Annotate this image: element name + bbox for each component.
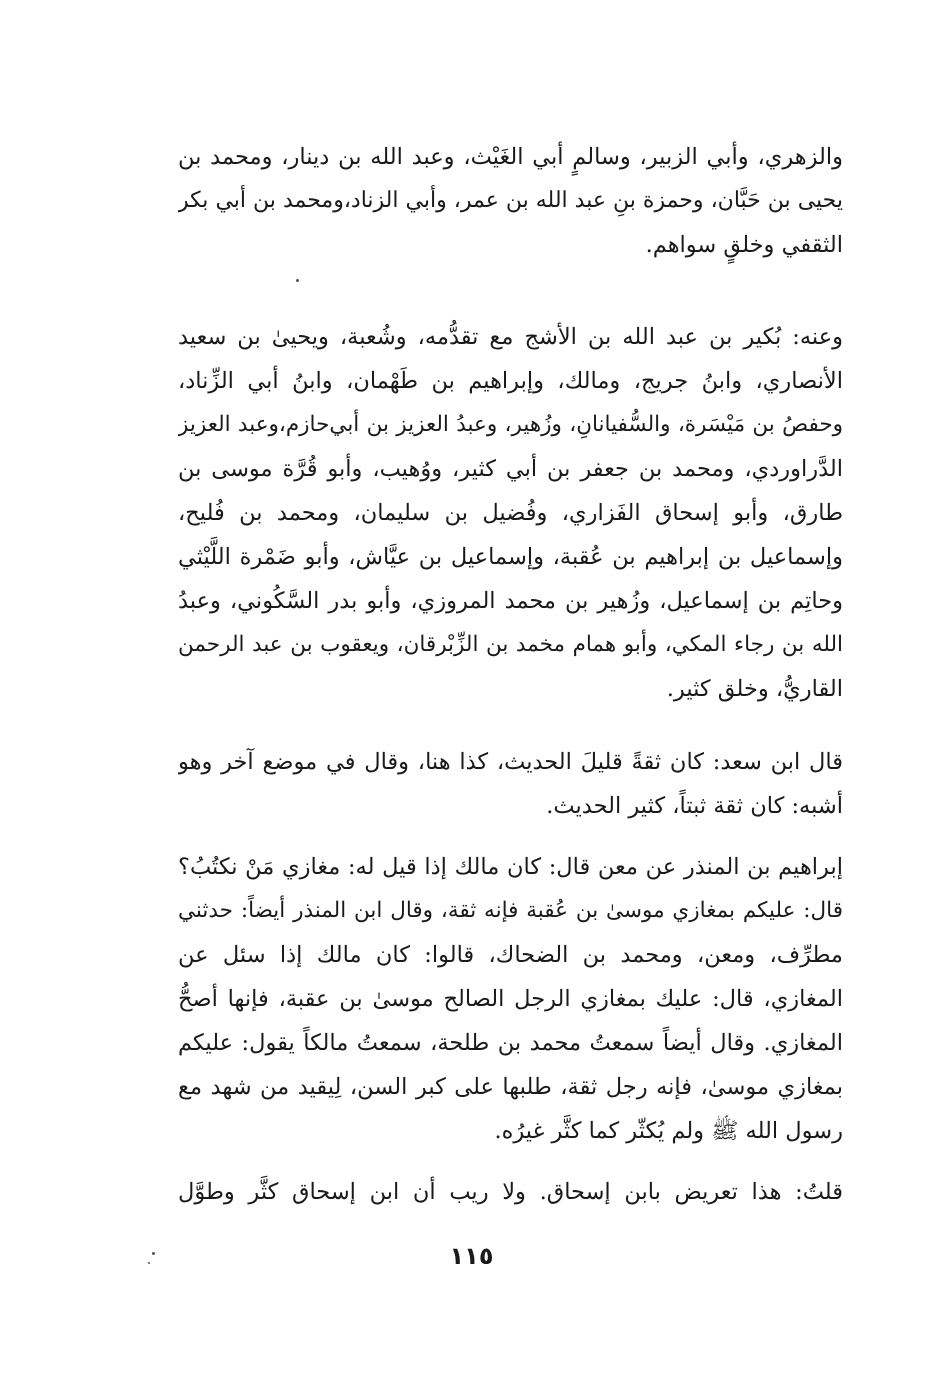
text-line: المغازي، قال: عليك بمغازي الرجل الصالح موسىٰ بن عقبة، فإنها أصحُّ	[178, 986, 843, 1012]
text-line: الثقفي وخلقٍ سواهم.	[645, 232, 843, 258]
text-line: بمغازي موسىٰ، فإنه رجل ثقة، طلبها على كبر السن، لِيقيد من شهد مع	[178, 1074, 843, 1100]
text-line: قلتُ: هذا تعريض بابن إسحاق. ولا ريب أن ابن إسحاق كثَّر وطوَّل	[178, 1179, 843, 1205]
paragraph-maghazi	[178, 845, 843, 1153]
text-line: رسول الله ﷺ ولم يُكثّر كما كثَّر غيرُه.	[494, 1118, 843, 1144]
paragraph-narrators-from	[178, 135, 843, 267]
paragraph-ibn-saad	[178, 740, 843, 828]
text-line: وحفصُ بن مَيْسَرة، والسُّفيانانِ، وزُهير، وعبدُ العزيز بن أبي‌حازم،وعبد العزيز	[178, 412, 843, 437]
scan-speck	[148, 1262, 150, 1264]
text-line: والزهري، وأبي الزبير، وسالمٍ أبي الغَيْث، وعبد الله بن دينار، ومحمد بن	[178, 144, 843, 170]
paragraph-comment	[178, 1170, 843, 1214]
text-line: الله بن رجاء المكي، وأبو همام مخمد بن الزِّبْرقان، ويعقوب بن عبد الرحمن	[178, 632, 843, 657]
paragraph-narrators-to	[178, 315, 843, 711]
text-line: القاريُّ، وخلق كثير.	[666, 676, 843, 702]
text-line: قال: عليكم بمغازي موسىٰ بن عُقبة فإنه ثقة، وقال ابن المنذر أيضاً: حدثني	[178, 898, 843, 923]
text-line: وإسماعيل بن إبراهيم بن عُقبة، وإسماعيل بن عيَّاش، وأبو ضَمْرة اللَّيْثي	[178, 544, 843, 570]
text-line: وعنه: بُكير بن عبد الله بن الأشج مع تقدُّمه، وشُعبة، ويحيىٰ بن سعيد	[178, 324, 843, 350]
text-line: قال ابن سعد: كان ثقةً قليلَ الحديث، كذا هنا، وقال في موضع آخر وهو	[178, 749, 843, 775]
text-line: الأنصاري، وابنُ جريج، ومالك، وإبراهيم بن طَهْمان، وابنُ أبي الزِّناد،	[178, 368, 843, 394]
text-line: طارق، وأبو إسحاق الفَزاري، وفُضيل بن سليمان، ومحمد بن فُليح،	[178, 500, 843, 526]
text-line: إبراهيم بن المنذر عن معن قال: كان مالك إذا قيل له: مغازي مَنْ نكتُبُ؟	[178, 854, 843, 880]
scan-speck	[152, 1252, 155, 1255]
text-line: أشبه: كان ثقة ثبتاً، كثير الحديث.	[546, 793, 843, 819]
text-line: المغازي. وقال أيضاً سمعتُ محمد بن طلحة، سمعتُ مالكاً يقول: عليكم	[178, 1030, 843, 1056]
text-line: مطرِّف، ومعن، ومحمد بن الضحاك، قالوا: كان مالك إذا سئل عن	[178, 942, 843, 968]
text-line: وحاتِم بن إسماعيل، وزُهير بن محمد المروزي، وأبو بدر السَّكُوني، وعبدُ	[178, 588, 843, 614]
text-line: يحيى بن حَبَّان، وحمزة بنِ عبد الله بن عمر، وأبي الزناد،ومحمد بن أبي بكر	[178, 188, 843, 213]
scan-speck	[296, 279, 299, 282]
text-line: الدَّراوردي، ومحمد بن جعفر بن أبي كثير، ووُهيب، وأبو قُرَّة موسى بن	[178, 456, 843, 482]
page-number: ١١٥	[449, 1242, 494, 1270]
